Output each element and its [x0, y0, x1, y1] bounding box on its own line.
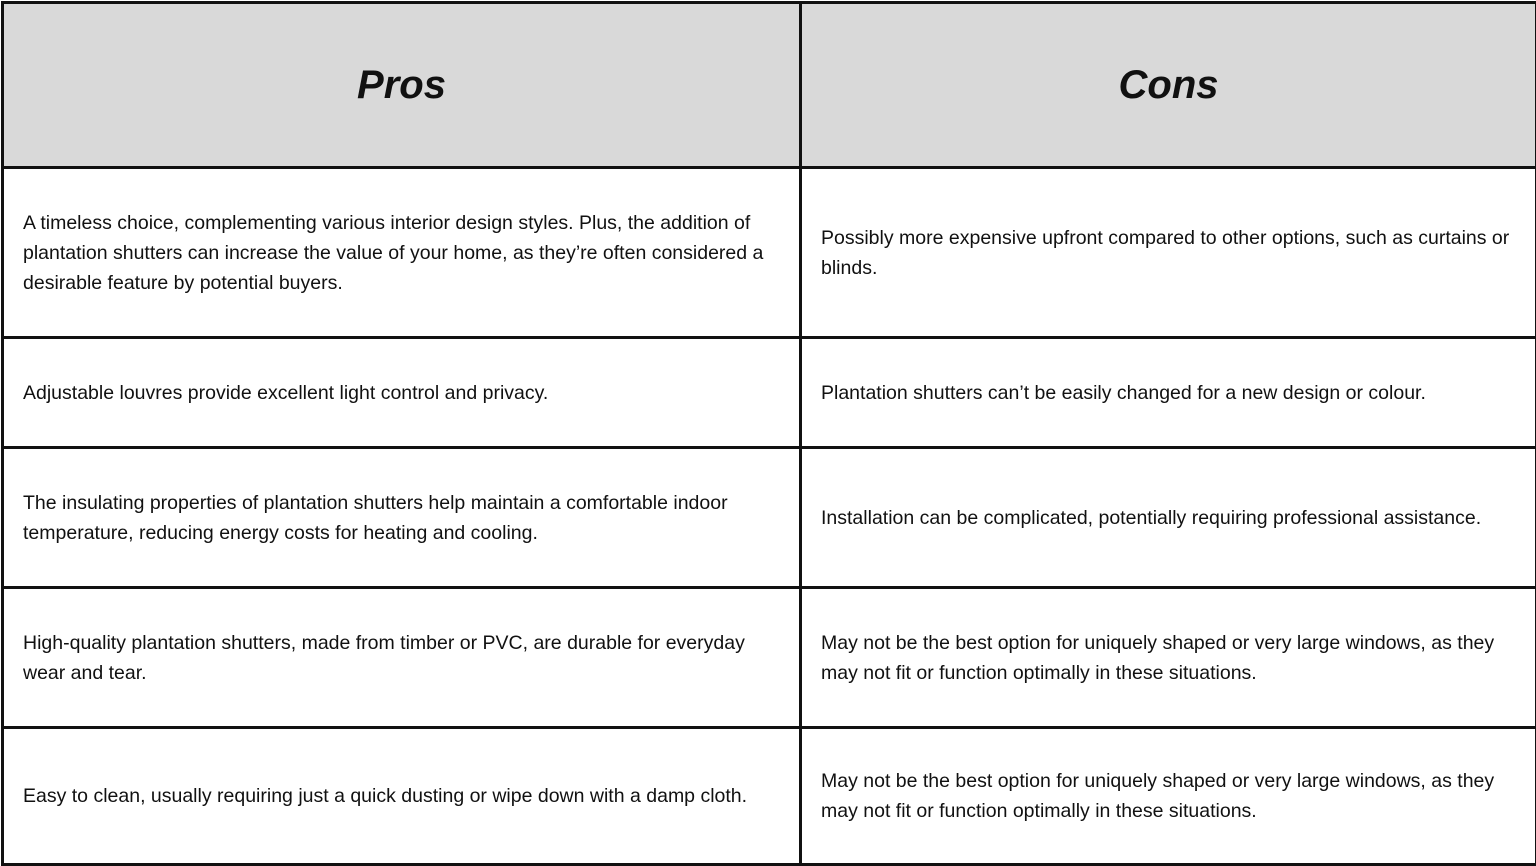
pros-cons-table	[1, 1, 1536, 866]
table-row	[3, 448, 1536, 588]
table-row	[3, 728, 1536, 865]
table-row	[3, 338, 1536, 448]
table-row	[3, 168, 1536, 338]
header-row	[3, 3, 1536, 168]
table-row	[3, 588, 1536, 728]
cons-header: Cons	[801, 3, 1536, 168]
con-cell: Plantation shutters can’t be easily changed for a new design or colour.	[801, 338, 1536, 448]
pro-cell: Easy to clean, usually requiring just a quick dusting or wipe down with a damp cloth.	[3, 728, 801, 865]
pros-header: Pros	[3, 3, 801, 168]
con-cell: May not be the best option for uniquely shaped or very large windows, as they may not fit or function optimally in these situations.	[801, 728, 1536, 865]
con-cell: Installation can be complicated, potentially requiring professional assistance.	[801, 448, 1536, 588]
pro-cell: High-quality plantation shutters, made from timber or PVC, are durable for everyday wear and tear.	[3, 588, 801, 728]
con-cell: May not be the best option for uniquely shaped or very large windows, as they may not fit or function optimally in these situations.	[801, 588, 1536, 728]
pro-cell: Adjustable louvres provide excellent light control and privacy.	[3, 338, 801, 448]
con-cell: Possibly more expensive upfront compared to other options, such as curtains or blinds.	[801, 168, 1536, 338]
pro-cell: A timeless choice, complementing various interior design styles. Plus, the addition of plantation shutters can increase the value of your home, as they’re often considered a desirable feature by potential buyers.	[3, 168, 801, 338]
pro-cell: The insulating properties of plantation shutters help maintain a comfortable indoor temperature, reducing energy costs for heating and cooling.	[3, 448, 801, 588]
